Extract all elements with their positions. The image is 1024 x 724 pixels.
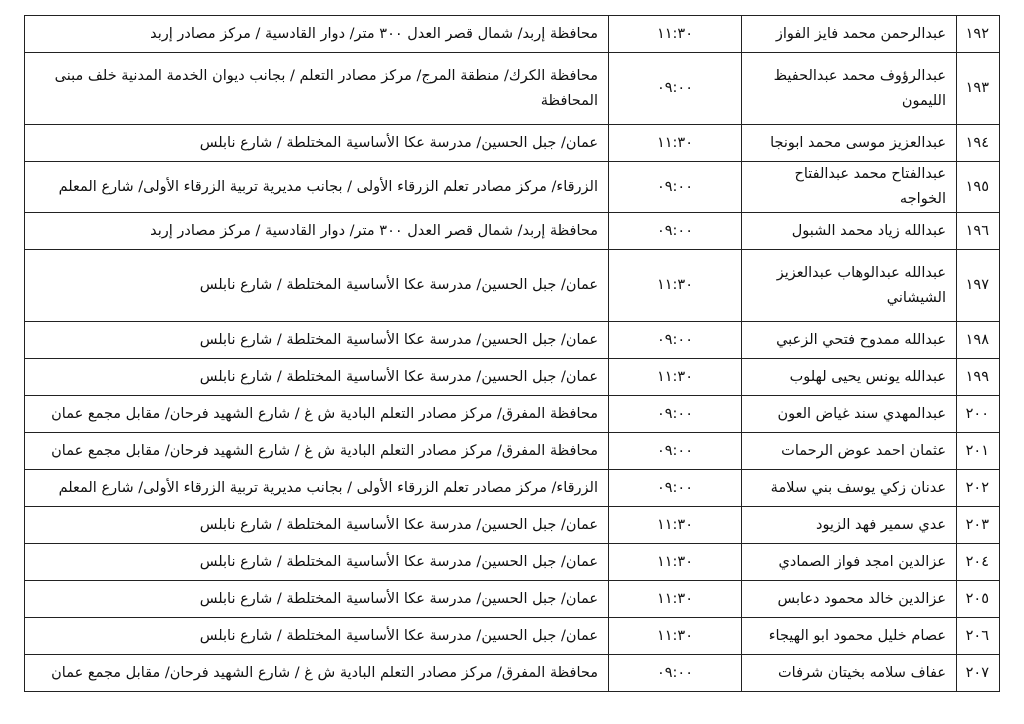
table-row	[25, 125, 1000, 162]
candidate-name-cell: عفاف سلامه بخيتان شرفات	[742, 655, 957, 692]
exam-location-cell: الزرقاء/ مركز مصادر تعلم الزرقاء الأولى / بجانب مديرية تربية الزرقاء الأولى/ شارع المعلم	[25, 470, 609, 507]
row-number-cell: ٢٠٠	[957, 396, 1000, 433]
table-row	[25, 162, 1000, 213]
exam-location-cell: محافظة المفرق/ مركز مصادر التعلم البادية ش غ / شارع الشهيد فرحان/ مقابل مجمع عمان	[25, 655, 609, 692]
candidate-name-cell: عدنان زكي يوسف بني سلامة	[742, 470, 957, 507]
candidate-name-cell: عبدالله يونس يحيى لهلوب	[742, 359, 957, 396]
exam-time-cell: ٠٩:٠٠	[609, 213, 742, 250]
exam-time-cell: ٠٩:٠٠	[609, 433, 742, 470]
table-row	[25, 433, 1000, 470]
row-number-cell: ١٩٩	[957, 359, 1000, 396]
exam-time-cell: ١١:٣٠	[609, 507, 742, 544]
candidate-name-cell: عبدالمهدي سند غياض العون	[742, 396, 957, 433]
exam-location-cell: عمان/ جبل الحسين/ مدرسة عكا الأساسية المختلطة / شارع نابلس	[25, 544, 609, 581]
exam-location-cell: عمان/ جبل الحسين/ مدرسة عكا الأساسية المختلطة / شارع نابلس	[25, 359, 609, 396]
exam-location-cell: محافظة إربد/ شمال قصر العدل ٣٠٠ متر/ دوار القادسية / مركز مصادر إربد	[25, 213, 609, 250]
row-number-cell: ٢٠٥	[957, 581, 1000, 618]
row-number-cell: ١٩٧	[957, 250, 1000, 322]
exam-location-cell: عمان/ جبل الحسين/ مدرسة عكا الأساسية المختلطة / شارع نابلس	[25, 250, 609, 322]
exam-time-cell: ١١:٣٠	[609, 16, 742, 53]
candidate-name-cell: عبدالله زياد محمد الشبول	[742, 213, 957, 250]
exam-location-cell: الزرقاء/ مركز مصادر تعلم الزرقاء الأولى / بجانب مديرية تربية الزرقاء الأولى/ شارع المعلم	[25, 162, 609, 213]
row-number-cell: ١٩٦	[957, 213, 1000, 250]
candidate-name-cell: عدي سمير فهد الزيود	[742, 507, 957, 544]
table-row	[25, 250, 1000, 322]
table-row	[25, 544, 1000, 581]
candidate-name-cell: عزالدين خالد محمود دعابس	[742, 581, 957, 618]
exam-time-cell: ١١:٣٠	[609, 250, 742, 322]
row-number-cell: ٢٠٦	[957, 618, 1000, 655]
exam-location-cell: عمان/ جبل الحسين/ مدرسة عكا الأساسية المختلطة / شارع نابلس	[25, 125, 609, 162]
table-row	[25, 618, 1000, 655]
row-number-cell: ١٩٢	[957, 16, 1000, 53]
exam-time-cell: ١١:٣٠	[609, 544, 742, 581]
candidate-name-cell: عبدالله ممدوح فتحي الزعبي	[742, 322, 957, 359]
table-row	[25, 322, 1000, 359]
candidate-name-cell: عبدالفتاح محمد عبدالفتاح الخواجه	[742, 162, 957, 213]
exam-location-cell: عمان/ جبل الحسين/ مدرسة عكا الأساسية المختلطة / شارع نابلس	[25, 618, 609, 655]
exam-time-cell: ١١:٣٠	[609, 618, 742, 655]
table-row	[25, 16, 1000, 53]
table-row	[25, 507, 1000, 544]
table-row	[25, 581, 1000, 618]
exam-location-cell: عمان/ جبل الحسين/ مدرسة عكا الأساسية المختلطة / شارع نابلس	[25, 322, 609, 359]
table-row	[25, 53, 1000, 125]
exam-location-cell: محافظة الكرك/ منطقة المرج/ مركز مصادر التعلم / بجانب ديوان الخدمة المدنية خلف مبنى المحافظة	[25, 53, 609, 125]
exam-time-cell: ٠٩:٠٠	[609, 53, 742, 125]
candidate-name-cell: عبدالرحمن محمد فايز الفواز	[742, 16, 957, 53]
exam-time-cell: ١١:٣٠	[609, 359, 742, 396]
table-row	[25, 396, 1000, 433]
row-number-cell: ١٩٨	[957, 322, 1000, 359]
exam-schedule-table	[24, 15, 1000, 692]
exam-time-cell: ٠٩:٠٠	[609, 655, 742, 692]
table-row	[25, 359, 1000, 396]
row-number-cell: ١٩٥	[957, 162, 1000, 213]
candidate-name-cell: عبدالعزيز موسى محمد ابونجا	[742, 125, 957, 162]
row-number-cell: ٢٠٣	[957, 507, 1000, 544]
schedule-table-body	[25, 16, 1000, 692]
candidate-name-cell: عبدالرؤوف محمد عبدالحفيظ الليمون	[742, 53, 957, 125]
exam-time-cell: ٠٩:٠٠	[609, 470, 742, 507]
table-row	[25, 655, 1000, 692]
exam-location-cell: عمان/ جبل الحسين/ مدرسة عكا الأساسية المختلطة / شارع نابلس	[25, 507, 609, 544]
exam-time-cell: ٠٩:٠٠	[609, 162, 742, 213]
candidate-name-cell: عثمان احمد عوض الرحمات	[742, 433, 957, 470]
exam-location-cell: عمان/ جبل الحسين/ مدرسة عكا الأساسية المختلطة / شارع نابلس	[25, 581, 609, 618]
exam-time-cell: ١١:٣٠	[609, 125, 742, 162]
table-row	[25, 470, 1000, 507]
row-number-cell: ١٩٣	[957, 53, 1000, 125]
exam-location-cell: محافظة المفرق/ مركز مصادر التعلم البادية ش غ / شارع الشهيد فرحان/ مقابل مجمع عمان	[25, 396, 609, 433]
candidate-name-cell: عزالدين امجد فواز الصمادي	[742, 544, 957, 581]
row-number-cell: ٢٠٧	[957, 655, 1000, 692]
table-row	[25, 213, 1000, 250]
candidate-name-cell: عصام خليل محمود ابو الهيجاء	[742, 618, 957, 655]
row-number-cell: ٢٠٢	[957, 470, 1000, 507]
row-number-cell: ٢٠٤	[957, 544, 1000, 581]
exam-time-cell: ٠٩:٠٠	[609, 396, 742, 433]
candidate-name-cell: عبدالله عبدالوهاب عبدالعزيز الشيشاني	[742, 250, 957, 322]
row-number-cell: ١٩٤	[957, 125, 1000, 162]
exam-location-cell: محافظة إربد/ شمال قصر العدل ٣٠٠ متر/ دوار القادسية / مركز مصادر إربد	[25, 16, 609, 53]
exam-time-cell: ١١:٣٠	[609, 581, 742, 618]
row-number-cell: ٢٠١	[957, 433, 1000, 470]
exam-location-cell: محافظة المفرق/ مركز مصادر التعلم البادية ش غ / شارع الشهيد فرحان/ مقابل مجمع عمان	[25, 433, 609, 470]
exam-time-cell: ٠٩:٠٠	[609, 322, 742, 359]
